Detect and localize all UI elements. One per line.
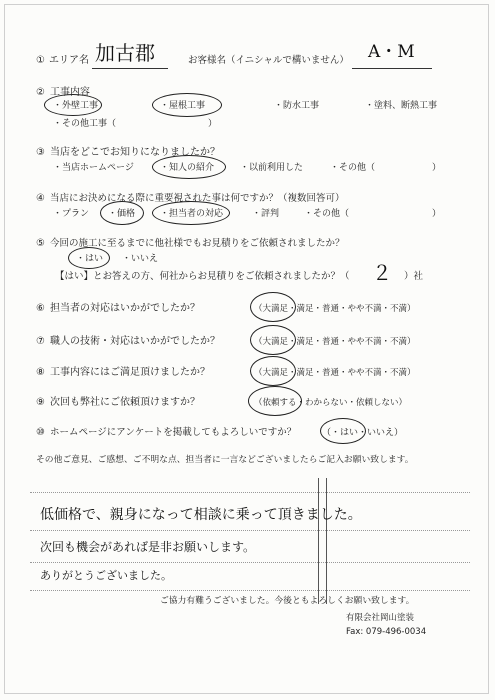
q2-title: 工事内容: [50, 87, 90, 98]
q4-option-other-close: ）: [432, 209, 442, 219]
q3-option-previous: ・以前利用した: [240, 163, 304, 173]
q4-option-plan: ・プラン: [53, 209, 90, 219]
comment-vertical-line-1: [318, 478, 319, 604]
q5-option-yes: ・はい: [76, 254, 104, 264]
q6-title: 担当者の対応はいかがでしたか？: [50, 303, 200, 314]
circle-staff: [152, 201, 230, 225]
circle-yes: [68, 247, 110, 269]
q2-option-other-close: ）: [208, 119, 218, 129]
fax-number: Fax: 079-496-0034: [346, 627, 427, 637]
q7-title: 職人の技術・対応はいかがでしたか？: [50, 336, 220, 347]
q4-number: ④: [36, 193, 45, 204]
q2-option-exterior: ・外壁工事: [53, 101, 99, 111]
circle-q7-very-satisfied: [250, 325, 296, 355]
q7-number: ⑦: [36, 336, 45, 347]
q6-scale: （大満足・満足・普通・やや不満・不満）: [254, 304, 416, 314]
q4-option-other: ・その他（: [304, 209, 350, 219]
q5-number: ⑤: [36, 238, 45, 249]
circle-referral: [152, 155, 226, 179]
closing-message: ご協力有難うございました。今後ともよろしくお願い致します。: [160, 596, 415, 606]
comment-1: 低価格で、親身になって相談に乗って頂きました。: [40, 507, 362, 523]
q3-option-referral: ・知人の紹介: [160, 163, 215, 173]
q3-option-other: ・その他（: [330, 163, 376, 173]
q4-title: 当店にお決めになる際に重要視された事は何ですか？（複数回答可）: [50, 193, 345, 204]
q9-title: 次回も弊社にご依頼頂けますか？: [50, 397, 200, 408]
area-value: 加古郡: [95, 41, 155, 65]
circle-price: [100, 201, 144, 225]
area-label: エリア名: [49, 55, 89, 66]
q2-option-insulation: ・塗料、断熱工事: [365, 101, 438, 111]
q5-unit: ）社: [404, 271, 424, 282]
q2-option-waterproof: ・防水工事: [274, 101, 320, 111]
q10-number: ⑩: [36, 427, 45, 438]
q2-number: ②: [36, 87, 45, 98]
q2-option-other: ・その他工事（: [53, 119, 117, 129]
comment-line-3: [30, 562, 470, 563]
q5-title: 今回の施工に至るまでに他社様でもお見積りをご依頼されましたか？: [50, 238, 345, 249]
q6-number: ⑥: [36, 303, 45, 314]
q4-option-price: ・価格: [108, 209, 136, 219]
q1-number: ①: [36, 55, 45, 66]
comment-3: ありがとうございました。: [40, 569, 172, 582]
comment-line-2: [30, 530, 470, 531]
q9-number: ⑨: [36, 397, 45, 408]
q3-option-homepage: ・当店ホームページ: [53, 163, 134, 173]
q9-scale: （依頼する・わからない・依頼しない）: [254, 398, 408, 408]
company-name: 有限会社岡山塗装: [346, 613, 415, 623]
q10-scale: （・はい・いいえ）: [322, 428, 404, 438]
q7-scale: （大満足・満足・普通・やや不満・不満）: [254, 337, 416, 347]
comments-prompt: その他ご意見、ご感想、ご不明な点、担当者に一言などございましたらご記入お願い致します。: [36, 455, 414, 465]
circle-q10-yes: [320, 418, 366, 444]
comment-line-1: [30, 492, 470, 493]
q5-followup: 【はい】とお答えの方、何社からお見積りをご依頼されましたか？（: [55, 271, 350, 282]
comment-2: 次回も機会があれば是非お願いします。: [40, 540, 256, 554]
q8-title: 工事内容にはご満足頂けましたか？: [50, 367, 210, 378]
q5-option-no: ・いいえ: [122, 254, 159, 264]
name-underline: [352, 68, 432, 69]
q4-option-reputation: ・評判: [252, 209, 280, 219]
name-value: A・M: [368, 42, 415, 62]
circle-q8-very-satisfied: [250, 356, 296, 386]
q3-number: ③: [36, 147, 45, 158]
q4-option-staff: ・担当者の対応: [160, 209, 224, 219]
circle-q9-will-request: [248, 386, 302, 416]
q10-title: ホームページにアンケートを掲載してもよろしいですか？: [50, 427, 297, 438]
q2-option-roof: ・屋根工事: [160, 101, 206, 111]
comment-vertical-line-2: [326, 478, 327, 604]
q3-option-other-close: ）: [432, 163, 442, 173]
name-label: お客様名（イニシャルで構いません）: [188, 55, 349, 66]
area-underline: [92, 68, 168, 69]
circle-roof: [152, 93, 222, 117]
circle-exterior: [44, 94, 102, 116]
q8-scale: （大満足・満足・普通・やや不満・不満）: [254, 368, 416, 378]
q3-title: 当店をどこでお知りになりましたか？: [50, 147, 220, 158]
q5-answer: ２: [372, 261, 392, 285]
comment-line-4: [30, 590, 470, 591]
circle-q6-very-satisfied: [250, 292, 296, 322]
q8-number: ⑧: [36, 367, 45, 378]
